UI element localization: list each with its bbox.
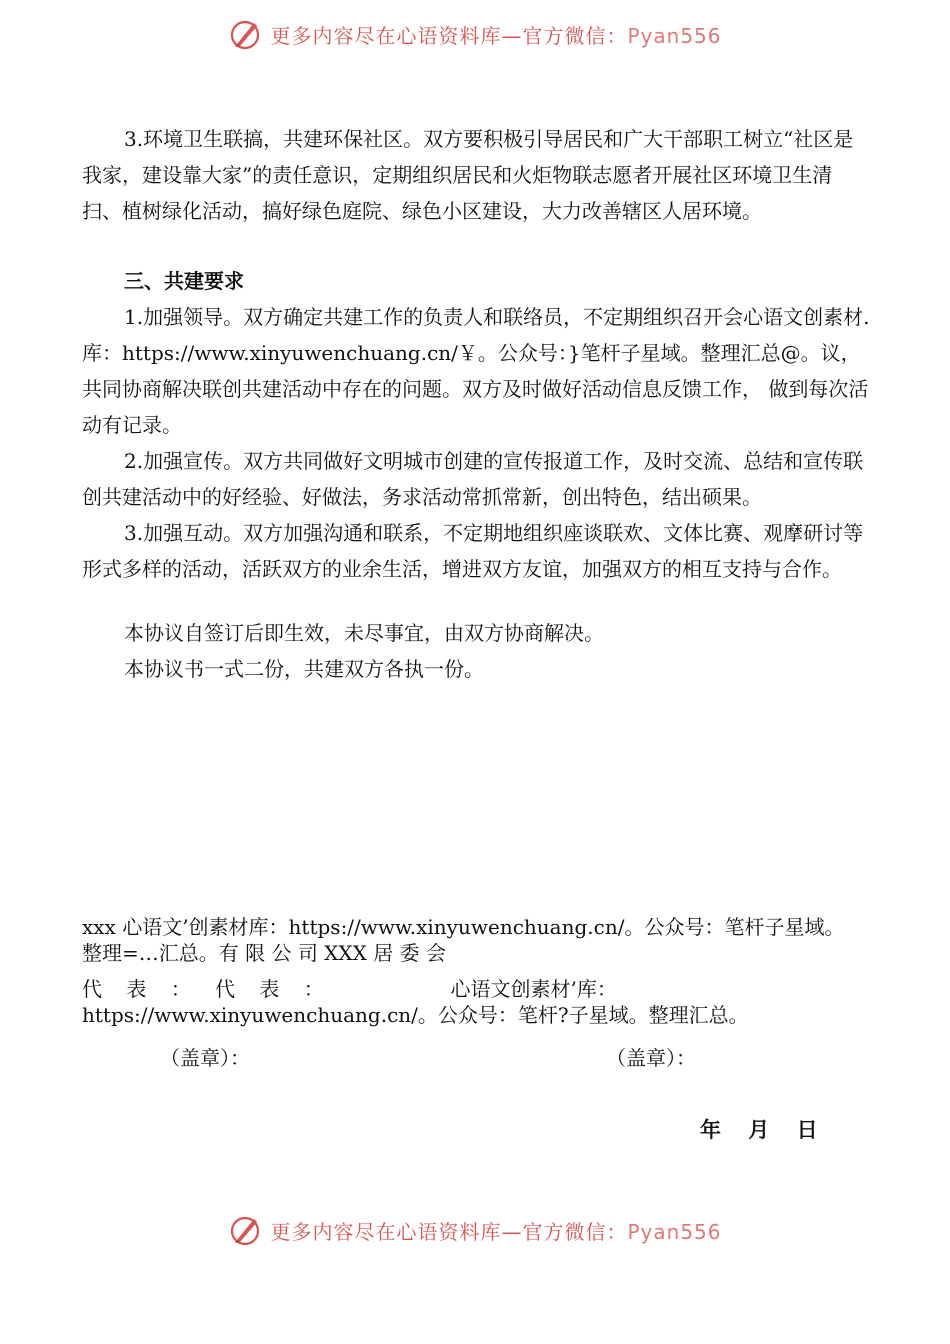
signature-block	[82, 914, 912, 1028]
requirement-item: 2.加强宣传。双方共同做好文明城市创建的宣传报道工作，及时交流、总结和宣传联创共建活动中的好经验、好做法，务求活动常抓常新，创出特色，结出硕果。	[82, 449, 864, 509]
banner-wechat-id: Pyan556	[627, 1219, 722, 1244]
closing-copies: 本协议书一式二份，共建双方各执一份。	[124, 657, 484, 681]
requirement-item: 3.加强互动。双方加强沟通和联系，不定期地组织座谈联欢、文体比赛、观摩研讨等形式多样的活动，活跃双方的业余生活，增进双方友谊，加强双方的相互支持与合作。	[82, 521, 864, 581]
banner-wechat-id: Pyan556	[627, 23, 722, 48]
signature-line: xxx 心语文’创素材库：https://www.xinyuwenchuang.cn/。公众号：笔杆子星域。	[82, 915, 845, 939]
representative-labels: 代 表 ： 代 表 ：	[82, 977, 333, 1001]
pen-logo-icon	[228, 1213, 262, 1247]
signing-date: 年 月 日	[700, 1118, 828, 1142]
footer-banner	[0, 1210, 950, 1250]
signature-line: 心语文创素材’库：	[450, 977, 617, 1001]
signature-line: https://www.xinyuwenchuang.cn/。公众号：笔杆?子星域。整理汇总。	[82, 1003, 749, 1027]
stamp-left: （盖章）：	[160, 1046, 250, 1070]
requirement-item: 1.加强领导。双方确定共建工作的负责人和联络员，不定期组织召开会心语文创素材.库：https://www.xinyuwenchuang.cn/￥。公众号：}笔杆子星域。整理汇总@。议， 共同协商解决联创共建活动中存在的问题。双方及时做好活动信息反馈工作， 做到每次活动有记录。	[82, 305, 870, 437]
signature-representatives	[82, 976, 912, 1002]
paragraph-environment: 3.环境卫生联搞，共建环保社区。双方要积极引导居民和广大干部职工树立“社区是我家，建设靠大家”的责任意识，定期组织居民和火炬物联志愿者开展社区环境卫生清扫、植树绿化活动，搞好绿色庭院、绿色小区建设，大力改善辖区人居环境。	[82, 127, 854, 223]
document-body	[82, 121, 872, 687]
closing-effective: 本协议自签订后即生效，未尽事宜，由双方协商解决。	[124, 621, 604, 645]
banner-text: 更多内容尽在心语资料库—官方微信：Pyan556	[270, 1219, 722, 1244]
section-heading-requirements: 三、共建要求	[124, 269, 244, 293]
pen-logo-icon	[228, 17, 262, 51]
banner-text: 更多内容尽在心语资料库—官方微信：Pyan556	[270, 23, 722, 48]
header-banner	[0, 14, 950, 54]
signature-line: 整理=…汇总。有 限 公 司 XXX 居 委 会	[82, 941, 446, 965]
stamp-right: （盖章）：	[606, 1046, 696, 1070]
